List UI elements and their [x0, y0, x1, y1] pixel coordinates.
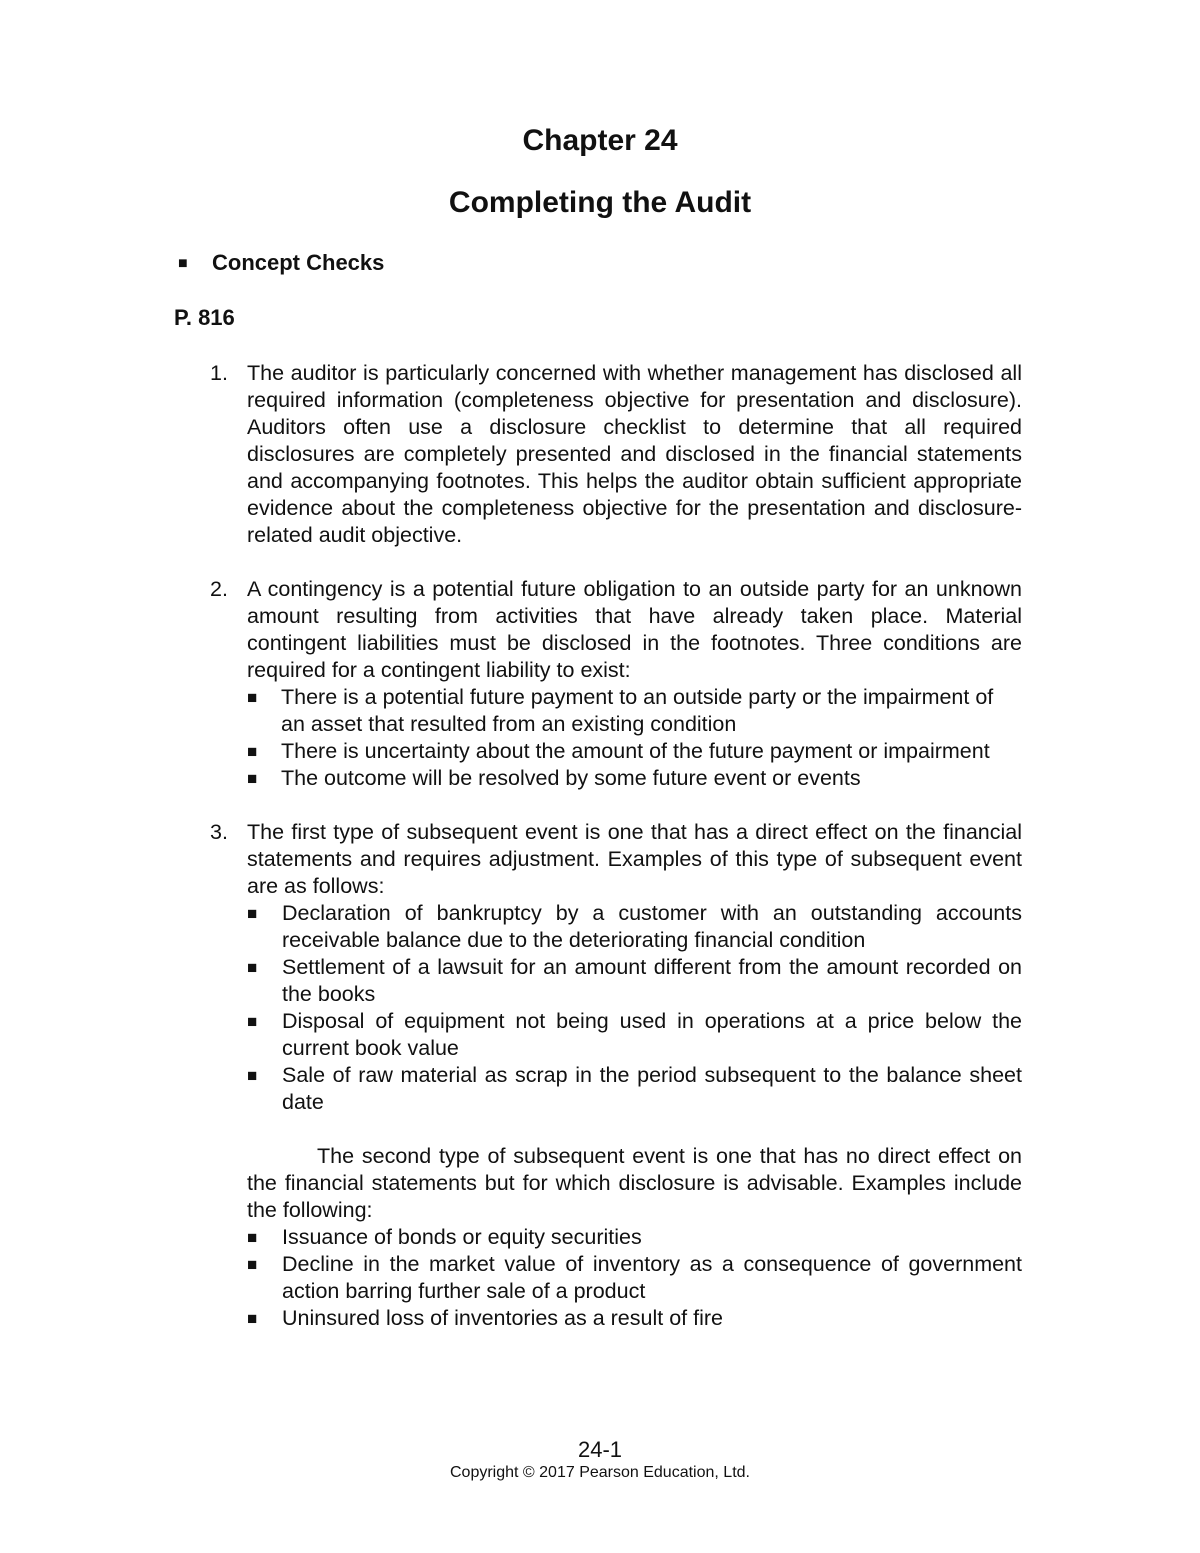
- answer-item-1: [210, 360, 1022, 549]
- footer-copyright: Copyright © 2017 Pearson Education, Ltd.: [450, 1464, 750, 1481]
- list-item: ■ The outcome will be resolved by some future event or events: [247, 766, 861, 790]
- section-heading: [178, 250, 384, 276]
- footer-page-number: 24-1: [577, 1437, 623, 1462]
- list-item: ■ Uninsured loss of inventories as a result of fire: [247, 1306, 723, 1330]
- item-number: 1.: [210, 361, 228, 385]
- item-text: A contingency is a potential future obligation to an outside party for an unknown amount resulting from activities that have already taken place. Material contingent liabilities must be disclosed in the footnotes. Three conditions are required for a contingent liability to exist:: [247, 577, 1022, 682]
- section-label: Concept Checks: [212, 250, 385, 275]
- bullet-square-icon: ■: [247, 688, 258, 707]
- bullet-square-icon: ■: [247, 958, 258, 977]
- item-number: 2.: [210, 577, 228, 601]
- list-item: ■ Decline in the market value of inventory as a consequence of government action barring further sale of a product: [247, 1252, 1022, 1303]
- list-item: ■ There is uncertainty about the amount of the future payment or impairment: [247, 739, 990, 763]
- bullet-square-icon: ■: [247, 1309, 258, 1328]
- bullet-square-icon: ■: [247, 769, 258, 788]
- list-item: ■ Declaration of bankruptcy by a customer with an outstanding accounts receivable balance due to the deteriorating financial condition: [247, 901, 1022, 952]
- bullet-list: [247, 684, 1022, 792]
- bullet-square-icon: ■: [247, 1066, 258, 1085]
- item-number: 3.: [210, 820, 228, 844]
- list-item: ■ Issuance of bonds or equity securities: [247, 1225, 642, 1249]
- list-item: ■ There is a potential future payment to an outside party or the impairment of an asset that resulted from an existing condition: [247, 685, 994, 736]
- bullet-list: [247, 900, 1022, 1116]
- list-item: ■ Disposal of equipment not being used in operations at a price below the current book value: [247, 1009, 1022, 1060]
- item-text: The first type of subsequent event is one that has a direct effect on the financial statements and requires adjustment. Examples of this type of subsequent event are as follows:: [247, 820, 1022, 898]
- bullet-list-second: [247, 1224, 1022, 1332]
- chapter-title: Chapter 24: [522, 124, 678, 157]
- bullet-square-icon: ■: [247, 742, 258, 761]
- bullet-square-icon: ■: [247, 1012, 258, 1031]
- section-bullet: ■: [178, 255, 188, 272]
- answer-list: [210, 360, 1022, 1359]
- answer-item-3: [210, 819, 1022, 1332]
- item-text-second: The second type of subsequent event is one that has no direct effect on the financial statements but for which disclosure is advisable. Examples include the following:: [247, 1144, 1022, 1222]
- bullet-square-icon: ■: [247, 904, 258, 923]
- bullet-square-icon: ■: [247, 1255, 258, 1274]
- chapter-subtitle: Completing the Audit: [448, 186, 752, 219]
- list-item: ■ Sale of raw material as scrap in the period subsequent to the balance sheet date: [247, 1063, 1022, 1114]
- page-reference: P. 816: [174, 305, 235, 330]
- bullet-square-icon: ■: [247, 1228, 258, 1247]
- answer-item-2: [210, 576, 1022, 792]
- item-text: The auditor is particularly concerned with whether management has disclosed all required information (completeness objective for presentation and disclosure). Auditors often use a disclosure checklist to determine that all required disclosures are completely presented and disclosed in the financial statements and accompanying footnotes. This helps the auditor obtain sufficient appropriate evidence about the completeness objective for the presentation and disclosure-related audit objective.: [247, 361, 1022, 547]
- list-item: ■ Settlement of a lawsuit for an amount different from the amount recorded on the books: [247, 955, 1022, 1006]
